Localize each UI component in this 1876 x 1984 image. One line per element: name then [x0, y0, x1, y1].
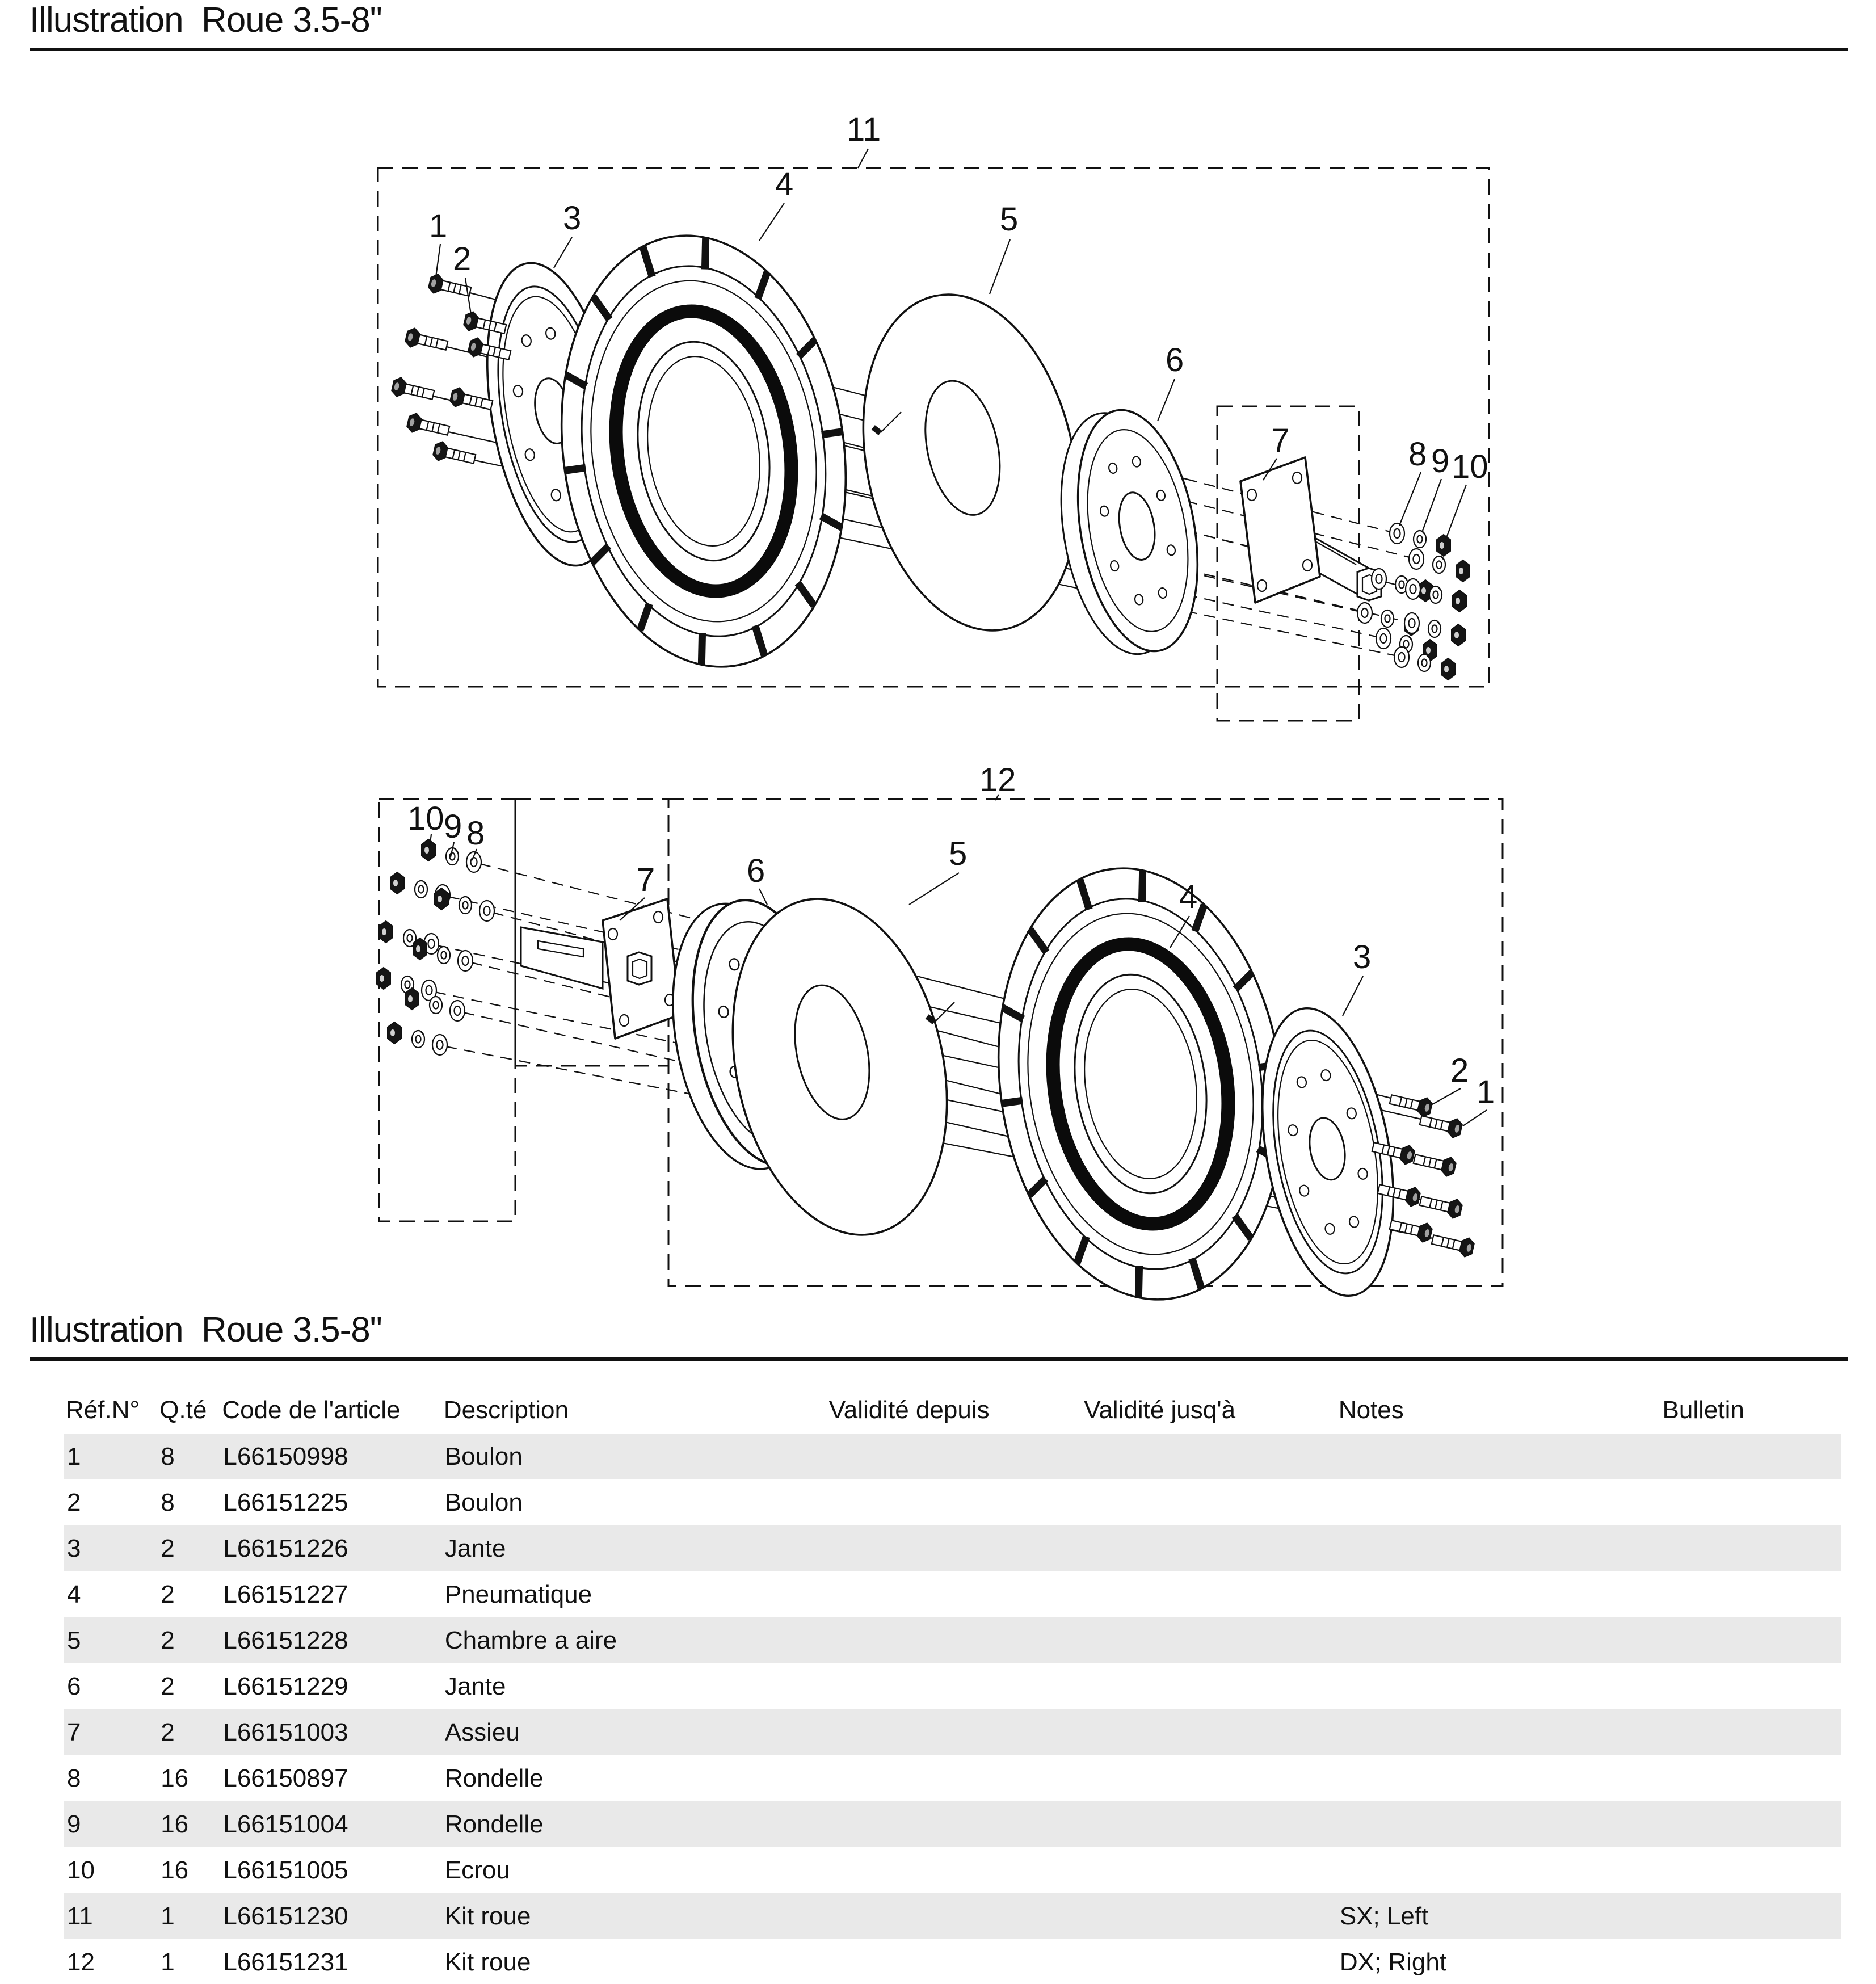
cell-qty: 2	[157, 1617, 220, 1663]
cell-notes	[1336, 1709, 1660, 1755]
callout-6b: 6	[747, 852, 765, 889]
cell-from	[827, 1617, 1082, 1663]
cell-desc: Boulon	[444, 1488, 523, 1516]
cell-bulletin	[1660, 1617, 1841, 1663]
cell-notes	[1336, 1525, 1660, 1571]
cell-notes	[1336, 1434, 1660, 1479]
cell-desc: Kit roue	[441, 1893, 827, 1939]
cell-from	[827, 1939, 1082, 1984]
column-header-description: Description	[443, 1396, 569, 1424]
callout-6: 6	[1166, 342, 1184, 379]
cell-ref: 11	[64, 1893, 157, 1939]
table-row	[64, 1617, 1841, 1663]
cell-desc: Pneumatique	[444, 1580, 592, 1608]
cell-to	[1082, 1801, 1336, 1847]
cell-notes	[1336, 1755, 1660, 1801]
table-row	[64, 1434, 1841, 1479]
cell-qty: 1	[161, 1948, 175, 1976]
cell-desc: Assieu	[441, 1709, 827, 1755]
cell-qty: 2	[161, 1672, 175, 1700]
cell-qty: 8	[157, 1434, 220, 1479]
callout-3: 3	[563, 200, 582, 237]
table-header-row	[64, 1378, 1841, 1434]
cell-bulletin	[1660, 1755, 1841, 1801]
cell-ref: 2	[67, 1488, 81, 1516]
table-row	[64, 1801, 1841, 1847]
cell-ref: 4	[67, 1580, 81, 1608]
section-title: Illustration Roue 3.5-8"	[30, 1310, 382, 1350]
cell-ref: 12	[67, 1948, 95, 1976]
parts-table-container	[64, 1378, 1841, 1984]
cell-code: L66151005	[223, 1856, 348, 1884]
cell-ref: 5	[64, 1617, 157, 1663]
cell-notes: DX; Right	[1339, 1948, 1447, 1976]
section-rule	[30, 1357, 1848, 1361]
table-row	[64, 1755, 1841, 1801]
cell-from	[827, 1663, 1082, 1709]
cell-code: L66151228	[220, 1617, 441, 1663]
callout-8: 8	[1408, 436, 1427, 473]
cell-from	[827, 1434, 1082, 1479]
callout-9b: 9	[444, 808, 462, 845]
callout-2: 2	[453, 241, 472, 278]
axle-7-bottom	[521, 899, 680, 1039]
cell-qty: 8	[161, 1488, 175, 1516]
cell-code: L66151226	[220, 1525, 441, 1571]
cell-to	[1082, 1893, 1336, 1939]
cell-qty: 2	[157, 1709, 220, 1755]
cell-to	[1082, 1479, 1336, 1525]
cell-desc: Rondelle	[441, 1801, 827, 1847]
cell-qty: 2	[157, 1525, 220, 1571]
diagram-bottom	[377, 762, 1503, 1318]
cell-from	[827, 1479, 1082, 1525]
cell-from	[827, 1525, 1082, 1571]
cell-notes: SX; Left	[1336, 1893, 1660, 1939]
cell-bulletin	[1660, 1479, 1841, 1525]
page-title: Illustration Roue 3.5-8"	[30, 1, 382, 40]
cell-ref: 7	[64, 1709, 157, 1755]
axle-7-top	[1240, 457, 1381, 603]
callout-kit-11: 11	[847, 111, 881, 148]
tire-4-bottom	[971, 850, 1310, 1318]
cell-bulletin	[1660, 1939, 1841, 1984]
column-header-notes: Notes	[1338, 1396, 1404, 1424]
table-row	[64, 1847, 1841, 1893]
callout-kit-12: 12	[979, 762, 1016, 798]
cell-to	[1082, 1709, 1336, 1755]
column-header-valid-to: Validité jusq'à	[1084, 1396, 1236, 1424]
column-header-qty: Q.té	[159, 1396, 207, 1424]
table-row	[64, 1479, 1841, 1525]
column-header-code: Code de l'article	[222, 1396, 401, 1424]
callout-4: 4	[775, 166, 794, 203]
cell-to	[1082, 1571, 1336, 1617]
cell-code: L66151229	[223, 1672, 348, 1700]
cell-code: L66151227	[223, 1580, 348, 1608]
cell-from	[827, 1847, 1082, 1893]
cell-code: L66151231	[223, 1948, 348, 1976]
column-header-bulletin: Bulletin	[1662, 1396, 1744, 1424]
callout-9: 9	[1431, 443, 1450, 480]
cell-notes	[1336, 1617, 1660, 1663]
cell-to	[1082, 1847, 1336, 1893]
cell-code: L66151004	[220, 1801, 441, 1847]
cell-desc: Kit roue	[444, 1948, 531, 1976]
cell-from	[827, 1893, 1082, 1939]
callout-5: 5	[1000, 201, 1019, 238]
callout-8b: 8	[466, 815, 485, 852]
hardware-top	[1357, 523, 1470, 680]
cell-notes	[1336, 1479, 1660, 1525]
cell-from	[827, 1755, 1082, 1801]
table-row	[64, 1893, 1841, 1939]
cell-to	[1082, 1755, 1336, 1801]
cell-bulletin	[1660, 1663, 1841, 1709]
cell-to	[1082, 1434, 1336, 1479]
callout-3b: 3	[1353, 939, 1372, 976]
cell-from	[827, 1801, 1082, 1847]
column-header-valid-from: Validité depuis	[828, 1396, 990, 1424]
cell-desc: Chambre a aire	[441, 1617, 827, 1663]
cell-qty: 1	[157, 1893, 220, 1939]
cell-qty: 2	[161, 1580, 175, 1608]
cell-ref: 1	[64, 1434, 157, 1479]
cell-ref: 6	[67, 1672, 81, 1700]
table-row	[64, 1939, 1841, 1984]
cell-to	[1082, 1939, 1336, 1984]
cell-code: L66150897	[223, 1764, 348, 1792]
cell-ref: 3	[64, 1525, 157, 1571]
callout-4b: 4	[1179, 878, 1198, 915]
diagram-top	[378, 111, 1489, 721]
table-row	[64, 1525, 1841, 1571]
column-header-ref: Réf.N°	[66, 1396, 140, 1424]
cell-desc: Jante	[441, 1525, 827, 1571]
cell-bulletin	[1660, 1801, 1841, 1847]
cell-desc: Jante	[444, 1672, 506, 1700]
cell-code: L66150998	[220, 1434, 441, 1479]
tire-4-top	[535, 217, 873, 685]
callout-5b: 5	[949, 835, 968, 872]
cell-to	[1082, 1617, 1336, 1663]
cell-notes	[1336, 1663, 1660, 1709]
cell-desc: Boulon	[441, 1434, 827, 1479]
cell-bulletin	[1660, 1847, 1841, 1893]
cell-bulletin	[1660, 1525, 1841, 1571]
cell-from	[827, 1709, 1082, 1755]
cell-code: L66151003	[220, 1709, 441, 1755]
cell-to	[1082, 1525, 1336, 1571]
table-row	[64, 1709, 1841, 1755]
table-row	[64, 1663, 1841, 1709]
callout-1b: 1	[1477, 1074, 1495, 1111]
cell-ref: 8	[67, 1764, 81, 1792]
table-row	[64, 1571, 1841, 1617]
cell-notes	[1336, 1801, 1660, 1847]
callout-10b: 10	[407, 800, 444, 837]
cell-qty: 16	[161, 1764, 189, 1792]
cell-ref: 9	[64, 1801, 157, 1847]
cell-qty: 16	[161, 1856, 189, 1884]
parts-table	[64, 1378, 1841, 1984]
cell-bulletin	[1660, 1893, 1841, 1939]
cell-desc: Ecrou	[444, 1856, 510, 1884]
callout-7: 7	[1271, 422, 1290, 459]
callout-7b: 7	[637, 861, 655, 898]
callout-1: 1	[429, 208, 448, 245]
cell-bulletin	[1660, 1571, 1841, 1617]
callout-2b: 2	[1450, 1052, 1469, 1089]
cell-qty: 16	[157, 1801, 220, 1847]
cell-to	[1082, 1663, 1336, 1709]
callout-10: 10	[1452, 448, 1488, 485]
cell-code: L66151225	[223, 1488, 348, 1516]
cell-code: L66151230	[220, 1893, 441, 1939]
cell-bulletin	[1660, 1434, 1841, 1479]
cell-bulletin	[1660, 1709, 1841, 1755]
parts-table-body	[64, 1434, 1841, 1984]
cell-ref: 10	[67, 1856, 95, 1884]
cell-from	[827, 1571, 1082, 1617]
cell-desc: Rondelle	[444, 1764, 544, 1792]
hardware-bottom	[377, 839, 494, 1055]
cell-notes	[1336, 1571, 1660, 1617]
cell-notes	[1336, 1847, 1660, 1893]
